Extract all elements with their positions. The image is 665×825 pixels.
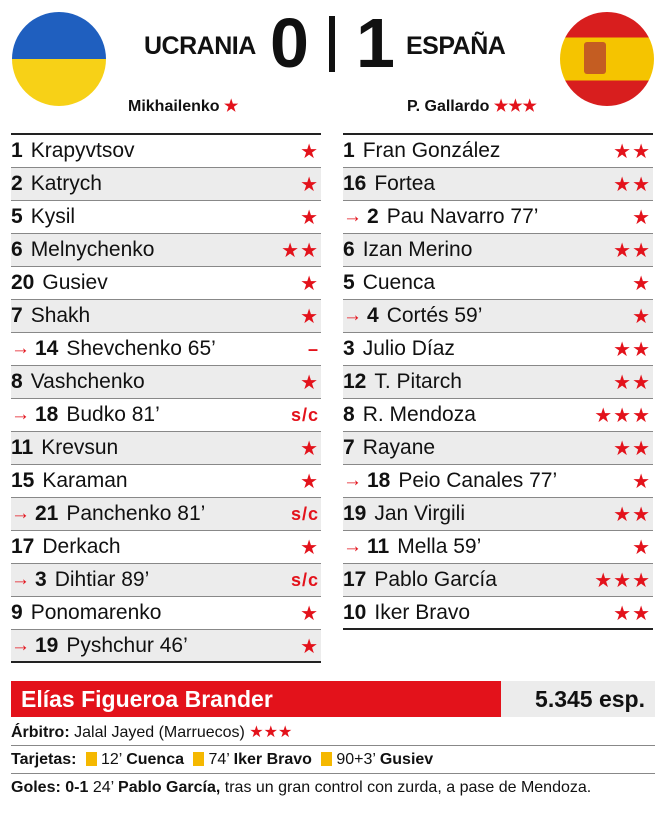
player-number: 17 [343, 568, 367, 591]
substitution-arrow-icon: → [11, 503, 30, 524]
player-name: Jan Virgili [374, 502, 466, 525]
tarjetas-line [11, 748, 655, 774]
player-number: 2 [11, 172, 23, 195]
player-row [11, 597, 321, 630]
home-coach-name: Mikhailenko [128, 98, 220, 115]
substitution-arrow-icon: → [11, 634, 30, 656]
away-score: 1 [356, 4, 393, 82]
player-rating: ★★ [613, 372, 651, 394]
player-number: 11 [367, 535, 390, 558]
card-minute: 74’ [208, 751, 230, 768]
player-row [343, 300, 653, 333]
player-rating: ★ [300, 306, 319, 328]
player-rating: s/c [290, 504, 319, 524]
player-row [11, 399, 321, 432]
player-row [11, 531, 321, 564]
player-number: 8 [11, 370, 23, 393]
player-name: Shevchenko 65’ [66, 337, 216, 360]
player-name: Pablo García [374, 568, 497, 591]
player-number: 6 [343, 238, 355, 261]
player-name: Fortea [374, 172, 436, 195]
home-score: 0 [270, 4, 307, 82]
attendance: 5.345 esp. [501, 681, 655, 717]
player-rating: ★★ [613, 240, 651, 262]
player-row [11, 333, 321, 366]
player-rating: ★ [300, 273, 319, 295]
arbitro-rating: ★★★ [249, 724, 293, 741]
player-rating: s/c [290, 405, 319, 425]
player-name: Krevsun [41, 436, 119, 459]
player-row [11, 135, 321, 168]
away-coach [407, 96, 537, 116]
player-row [343, 234, 653, 267]
player-rating: ★ [300, 438, 319, 460]
player-number: 5 [11, 205, 23, 228]
arbitro-line [11, 722, 655, 746]
substitution-arrow-icon: → [343, 470, 362, 491]
goles-label: Goles: [11, 779, 61, 796]
arbitro-text: Jalal Jayed (Marruecos) [74, 724, 245, 741]
yellow-card-icon [86, 752, 97, 766]
player-row [11, 234, 321, 267]
home-lineup [11, 133, 321, 663]
player-number: 3 [35, 568, 47, 591]
player-rating: ★ [300, 174, 319, 196]
player-name: R. Mendoza [362, 403, 476, 426]
player-rating: ★ [300, 603, 319, 625]
player-rating: ★ [300, 471, 319, 493]
player-number: 11 [11, 436, 34, 459]
away-lineup [343, 133, 653, 630]
player-name: Dihtiar 89’ [54, 568, 150, 591]
player-name: Melnychenko [30, 238, 155, 261]
player-row [11, 465, 321, 498]
player-rating: ★★ [613, 504, 651, 526]
substitution-arrow-icon: → [343, 206, 362, 227]
player-rating: ★ [300, 537, 319, 559]
player-name: Karaman [42, 469, 128, 492]
player-number: 17 [11, 535, 35, 558]
card-player: Cuenca [126, 751, 184, 768]
player-rating: s/c [290, 570, 319, 590]
home-coach [128, 96, 238, 116]
player-row [343, 465, 653, 498]
player-rating: ★ [300, 372, 319, 394]
player-name: Pau Navarro 77’ [386, 205, 539, 228]
player-number: 10 [343, 600, 367, 624]
player-rating: ★★★ [594, 405, 651, 427]
player-rating: ★★ [281, 240, 319, 262]
player-number: 16 [343, 172, 367, 195]
player-row [11, 630, 321, 663]
player-rating: ★ [300, 636, 319, 658]
player-name: Ponomarenko [30, 601, 162, 624]
player-name: Peio Canales 77’ [398, 469, 558, 492]
player-row [343, 531, 653, 564]
player-rating: ★★ [613, 141, 651, 163]
yellow-card-icon [321, 752, 332, 766]
player-name: Derkach [42, 535, 121, 558]
player-row [343, 135, 653, 168]
player-row [11, 267, 321, 300]
player-row [343, 333, 653, 366]
player-rating: ★★★ [594, 570, 651, 592]
spain-flag-icon [560, 12, 654, 106]
substitution-arrow-icon: → [11, 569, 30, 590]
player-rating: – [307, 339, 319, 359]
player-name: Iker Bravo [374, 600, 471, 624]
player-number: 21 [35, 502, 59, 525]
away-coach-name: P. Gallardo [407, 98, 490, 115]
player-rating: ★ [300, 207, 319, 229]
player-rating: ★ [300, 141, 319, 163]
player-name: Cuenca [362, 271, 436, 294]
player-name: Katrych [30, 172, 102, 195]
player-rating: ★★ [613, 603, 651, 625]
featured-referee-name: Elías Figueroa Brander [11, 681, 501, 717]
score-divider [329, 16, 335, 72]
player-name: Vashchenko [30, 370, 145, 393]
yellow-card-icon [193, 752, 204, 766]
player-number: 15 [11, 469, 35, 492]
player-row [11, 564, 321, 597]
card-player: Gusiev [379, 751, 434, 768]
player-number: 1 [11, 139, 23, 162]
substitution-arrow-icon: → [11, 338, 30, 359]
home-team-name: UCRANIA [144, 32, 256, 60]
player-number: 8 [343, 403, 355, 426]
player-name: Pyshchur 46’ [66, 633, 188, 657]
substitution-arrow-icon: → [343, 305, 362, 326]
player-number: 7 [343, 436, 355, 459]
player-row [343, 366, 653, 399]
player-rating: ★★ [613, 438, 651, 460]
player-name: Mella 59’ [397, 535, 482, 558]
substitution-arrow-icon: → [11, 404, 30, 425]
player-row [343, 597, 653, 630]
referee-bar [11, 681, 655, 717]
card-minute: 90+3’ [336, 751, 376, 768]
player-row [11, 300, 321, 333]
player-rating: ★★ [613, 339, 651, 361]
player-number: 20 [11, 271, 35, 294]
player-rating: ★ [632, 471, 651, 493]
player-row [343, 399, 653, 432]
player-number: 4 [367, 304, 379, 327]
tarjetas-label: Tarjetas: [11, 751, 77, 768]
player-number: 6 [11, 238, 23, 261]
player-number: 18 [367, 469, 391, 492]
player-rating: ★ [632, 273, 651, 295]
player-name: Panchenko 81’ [66, 502, 206, 525]
player-row [11, 432, 321, 465]
player-row [343, 267, 653, 300]
goal-minute: 24’ [92, 779, 114, 796]
player-number: 1 [343, 139, 355, 162]
player-name: Shakh [30, 304, 91, 327]
player-row [343, 564, 653, 597]
ukraine-flag-icon [12, 12, 106, 106]
player-row [343, 498, 653, 531]
player-number: 19 [35, 633, 59, 657]
player-number: 19 [343, 502, 367, 525]
player-rating: ★ [632, 207, 651, 229]
score-header [120, 6, 550, 84]
player-name: Kysil [30, 205, 76, 228]
goal-score: 0-1 [65, 779, 89, 796]
player-row [343, 201, 653, 234]
player-number: 18 [35, 403, 59, 426]
player-rating: ★ [632, 306, 651, 328]
player-number: 12 [343, 370, 367, 393]
player-name: Rayane [362, 436, 436, 459]
player-name: Krapyvtsov [30, 139, 135, 162]
player-number: 5 [343, 271, 355, 294]
player-row [11, 498, 321, 531]
player-number: 9 [11, 601, 23, 624]
player-rating: ★★ [613, 174, 651, 196]
home-coach-rating: ★ [224, 98, 239, 115]
player-name: Fran González [362, 139, 501, 162]
player-name: Cortés 59’ [386, 304, 483, 327]
goal-text: tras un gran control con zurda, a pase de Mendoza. [224, 779, 592, 796]
player-number: 3 [343, 337, 355, 360]
player-rating: ★ [632, 537, 651, 559]
away-coach-rating: ★★★ [493, 98, 537, 115]
player-row [343, 168, 653, 201]
card-minute: 12’ [100, 751, 122, 768]
player-name: Julio Díaz [362, 337, 455, 360]
player-row [11, 366, 321, 399]
goal-scorer: Pablo García, [118, 779, 221, 796]
player-name: Izan Merino [362, 238, 473, 261]
player-number: 14 [35, 337, 59, 360]
player-number: 7 [11, 304, 23, 327]
player-row [11, 201, 321, 234]
away-team-name: ESPAÑA [406, 32, 506, 60]
player-name: Budko 81’ [66, 403, 160, 426]
card-player: Iker Bravo [233, 751, 312, 768]
player-number: 2 [367, 205, 379, 228]
substitution-arrow-icon: → [343, 536, 362, 557]
player-name: Gusiev [42, 271, 108, 294]
arbitro-label: Árbitro: [11, 724, 70, 741]
player-row [11, 168, 321, 201]
player-row [343, 432, 653, 465]
player-name: T. Pitarch [374, 370, 462, 393]
goles-line [11, 776, 655, 824]
